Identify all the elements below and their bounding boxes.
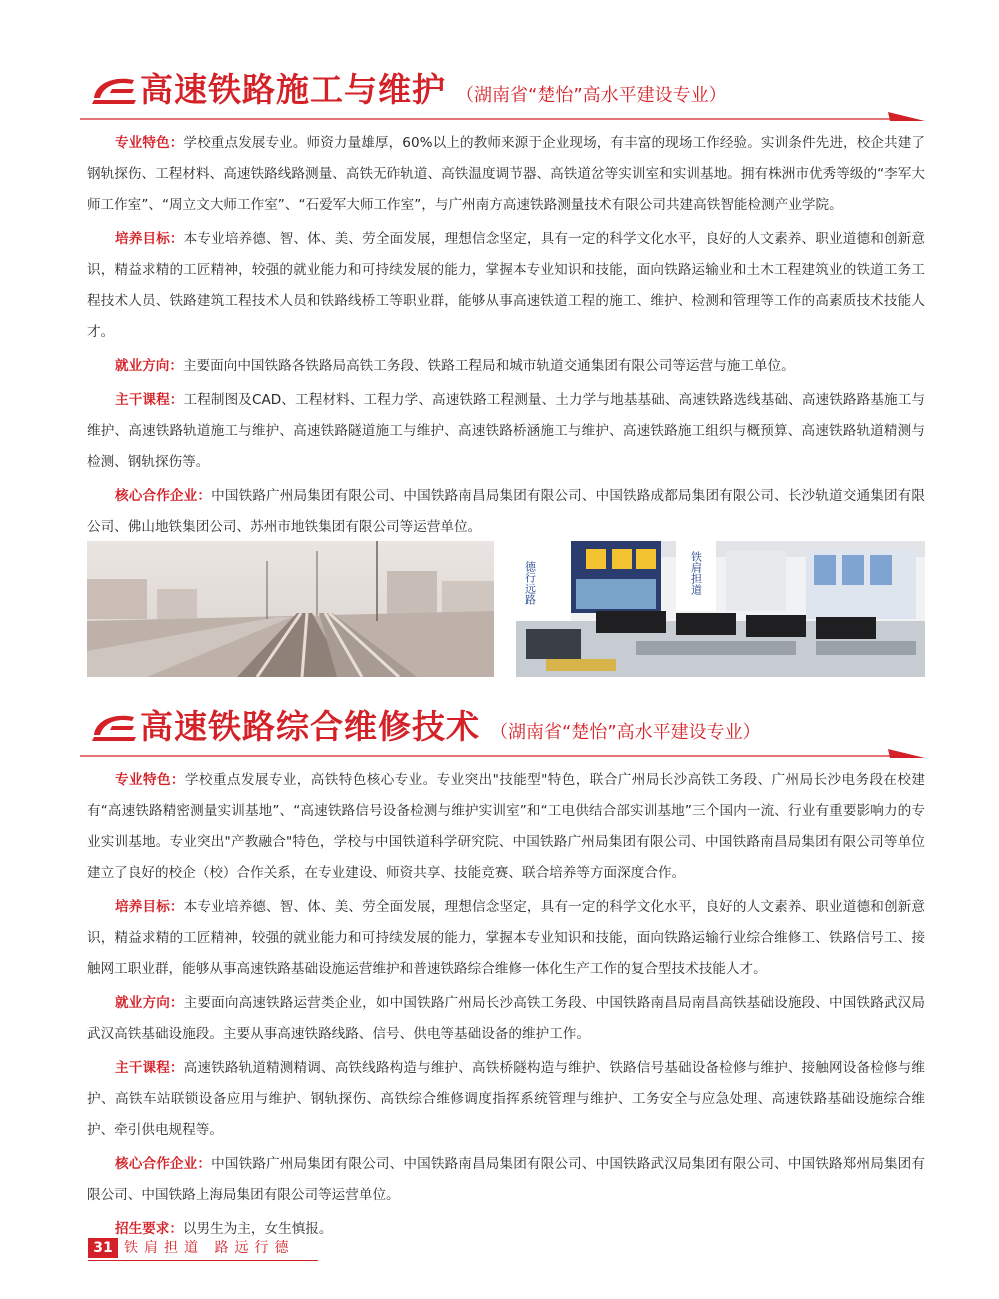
page-footer <box>88 1238 328 1258</box>
feature-paragraph <box>87 128 925 221</box>
courses-paragraph <box>87 1053 925 1146</box>
section-body <box>87 765 925 1245</box>
section-title: 高速铁路施工与维护 （湖南省“楚怡”高水平建设专业） <box>140 70 727 109</box>
para-text: 本专业培养德、智、体、美、劳全面发展，理想信念坚定，具有一定的科学文化水平，良好的人文素养、职业道德和创新意识，精益求精的工匠精神，较强的就业能力和可持续发展的能力，掌握本专业知识和技能，面向铁路运输业和土木工程建筑业的铁道工务工程技术人员、铁路建筑工程技术人员和铁路线桥工等职业群，能够从事高速铁道工程的施工、维护、检测和管理等工作的高素质技术技能人才。 <box>87 231 925 340</box>
partners-paragraph <box>87 481 925 543</box>
para-label: 主干课程： <box>115 1060 184 1076</box>
section-heading <box>80 60 925 120</box>
section-high-speed-railway-maintenance <box>0 697 999 1248</box>
para-label: 培养目标： <box>115 231 184 247</box>
para-label: 培养目标： <box>115 899 184 915</box>
section-body <box>87 128 925 577</box>
railway-track-photo <box>87 541 494 677</box>
heading-rule-line <box>80 747 925 761</box>
footer-rule-line <box>88 1260 318 1261</box>
para-text: 本专业培养德、智、体、美、劳全面发展，理想信念坚定，具有一定的科学文化水平，良好的人文素养、职业道德和创新意识，精益求精的工匠精神，较强的就业能力和可持续发展的能力，掌握本专业知识和技能，面向铁路运输行业综合维修工、铁路信号工、接触网工职业群，能够从事高速铁路基础设施运营维护和普速铁路综合维修一体化生产工作的复合型技术技能人才。 <box>87 899 925 977</box>
para-label: 就业方向： <box>115 995 184 1011</box>
page-number: 31 <box>88 1238 118 1258</box>
section-subtitle: （湖南省“楚怡”高水平建设专业） <box>490 722 761 743</box>
employment-paragraph <box>87 351 925 382</box>
para-label: 专业特色： <box>115 135 184 151</box>
employment-paragraph <box>87 988 925 1050</box>
para-label: 专业特色： <box>115 772 185 788</box>
section-high-speed-railway-construction <box>0 60 999 580</box>
para-label: 核心合作企业： <box>115 488 212 504</box>
training-room-photo <box>516 541 925 677</box>
para-label: 就业方向： <box>115 358 183 374</box>
para-text: 中国铁路广州局集团有限公司、中国铁路南昌局集团有限公司、中国铁路成都局集团有限公司、长沙轨道交通集团有限公司、佛山地铁集团公司、苏州市地铁集团有限公司等运营单位。 <box>87 488 926 535</box>
para-text: 学校重点发展专业，高铁特色核心专业。专业突出"技能型"特色，联合广州局长沙高铁工务段、广州局长沙电务段在校建有“高速铁路精密测量实训基地”、“高速铁路信号设备检测与维护实训室”和“工电供结合部实训基地”三个国内一流、行业有重要影响力的专业实训基地。专业突出"产教融合"特色，学校与中国铁道科学研究院、中国铁路广州局集团有限公司、中国铁路南昌局集团有限公司等单位建立了良好的校企（校）合作关系，在专业建设、师资共享、技能竞赛、联合培养等方面深度合作。 <box>87 772 925 881</box>
para-text: 高速铁路轨道精测精调、高铁线路构造与维护、高铁桥隧构造与维护、铁路信号基础设备检修与维护、接触网设备检修与维护、高铁车站联锁设备应用与维护、钢轨探伤、高铁综合维修调度指挥系统管理与维护、工务安全与应急处理、高速铁路基础设施综合维护、牵引供电规程等。 <box>87 1060 925 1138</box>
heading-rule-line <box>80 110 925 124</box>
partners-paragraph <box>87 1149 925 1211</box>
wall-sign-left: 德行远路 <box>523 561 537 605</box>
train-logo-icon <box>88 709 138 743</box>
section-subtitle: （湖南省“楚怡”高水平建设专业） <box>456 85 727 106</box>
wall-sign-right: 铁肩担道 <box>689 551 703 595</box>
footer-slogan: 铁肩担道 路远行德 <box>124 1240 295 1256</box>
goal-paragraph <box>87 892 925 985</box>
para-label: 招生要求： <box>115 1221 183 1237</box>
train-logo-icon <box>88 72 138 106</box>
para-label: 主干课程： <box>115 392 184 408</box>
section-heading <box>80 697 925 757</box>
feature-paragraph <box>87 765 925 889</box>
goal-paragraph <box>87 224 925 348</box>
courses-paragraph <box>87 385 925 478</box>
para-label: 核心合作企业： <box>115 1156 212 1172</box>
section-title: 高速铁路综合维修技术 （湖南省“楚怡”高水平建设专业） <box>140 707 761 746</box>
photo-row <box>87 541 925 677</box>
para-text: 学校重点发展专业。师资力量雄厚，60%以上的教师来源于企业现场，有丰富的现场工作经验。实训条件先进，校企共建了钢轨探伤、工程材料、高速铁路线路测量、高铁无砟轨道、高铁温度调节器、高铁道岔等实训室和实训基地。拥有株洲市优秀等级的“李军大师工作室”、“周立文大师工作室”、“石爱军大师工作室”，与广州南方高速铁路测量技术有限公司共建高铁智能检测产业学院。 <box>87 135 925 213</box>
para-text: 主要面向中国铁路各铁路局高铁工务段、铁路工程局和城市轨道交通集团有限公司等运营与施工单位。 <box>182 358 795 374</box>
para-text: 以男生为主，女生慎报。 <box>182 1221 333 1237</box>
para-text: 中国铁路广州局集团有限公司、中国铁路南昌局集团有限公司、中国铁路武汉局集团有限公司、中国铁路郑州局集团有限公司、中国铁路上海局集团有限公司等运营单位。 <box>87 1156 926 1203</box>
para-text: 主要面向高速铁路运营类企业，如中国铁路广州局长沙高铁工务段、中国铁路南昌局南昌高铁基础设施段、中国铁路武汉局武汉高铁基础设施段。主要从事高速铁路线路、信号、供电等基础设备的维护工作。 <box>87 995 925 1042</box>
para-text: 工程制图及CAD、工程材料、工程力学、高速铁路工程测量、土力学与地基基础、高速铁路选线基础、高速铁路路基施工与维护、高速铁路轨道施工与维护、高速铁路隧道施工与维护、高速铁路桥涵施工与维护、高速铁路施工组织与概预算、高速铁路轨道精测与检测、钢轨探伤等。 <box>87 392 926 470</box>
